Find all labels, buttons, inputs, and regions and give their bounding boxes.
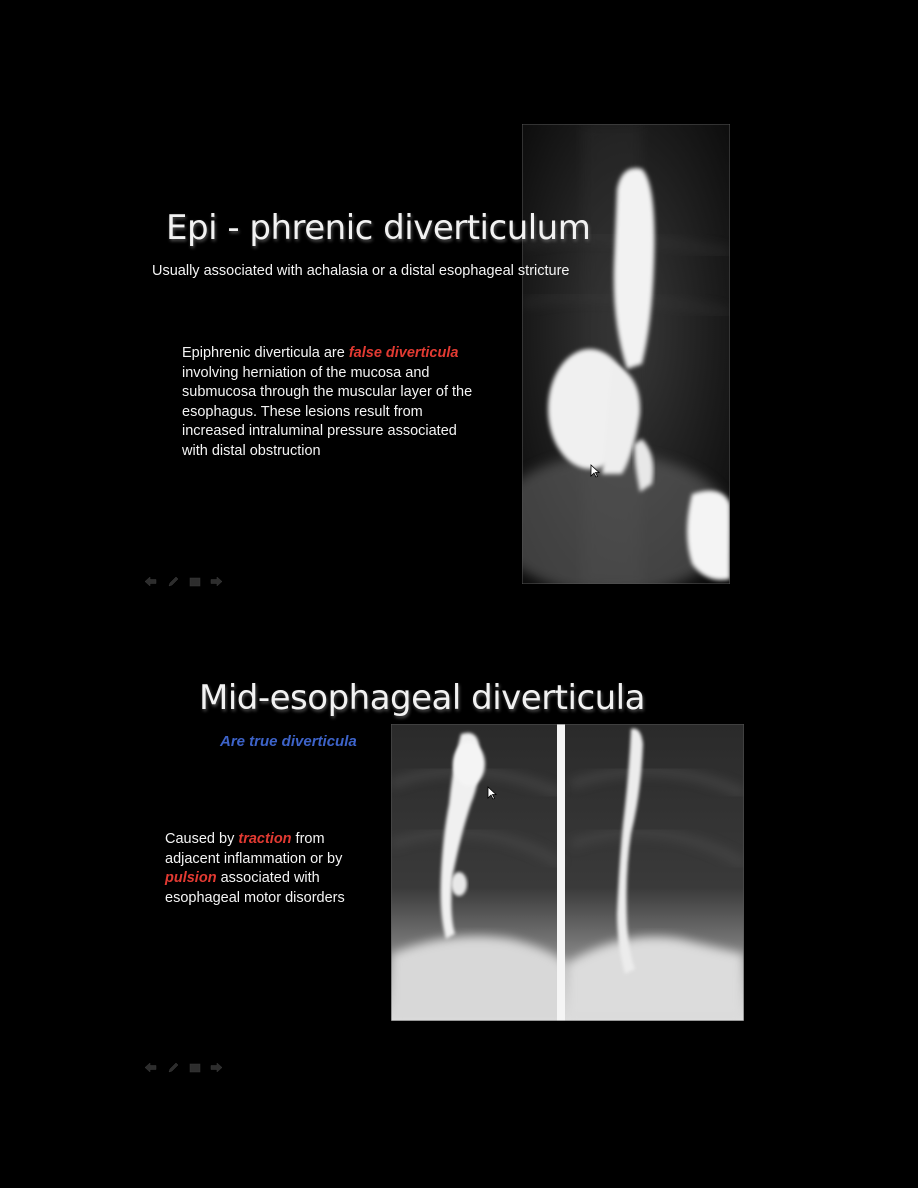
slide2-subtitle: Are true diverticula bbox=[220, 733, 357, 750]
pen-icon[interactable] bbox=[165, 1060, 180, 1075]
esophagram-epiphrenic-image bbox=[522, 124, 730, 584]
slide1-subtitle: Usually associated with achalasia or a distal esophageal stricture bbox=[152, 263, 570, 279]
slide2-body-part2: from adjacent inflammation or by bbox=[165, 831, 343, 867]
slide1-body-text bbox=[182, 344, 482, 461]
slide2-body-part1: Caused by bbox=[165, 831, 239, 847]
mouse-cursor-icon-2 bbox=[487, 786, 497, 800]
next-arrow-icon[interactable] bbox=[209, 574, 224, 589]
slide1-body-highlight: false diverticula bbox=[348, 345, 459, 361]
slide2-body-part3: associated with esophageal motor disorders bbox=[165, 870, 345, 906]
slide-mid-esophageal-diverticula bbox=[0, 600, 918, 1188]
slide2-body-text bbox=[165, 830, 370, 908]
slide1-body-before: Epiphrenic diverticula are bbox=[182, 345, 349, 361]
xray-mid-esophageal-svg bbox=[391, 724, 744, 1021]
mouse-cursor-icon bbox=[590, 464, 600, 478]
xray-epiphrenic-svg bbox=[522, 124, 730, 584]
slide1-nav-controls bbox=[143, 574, 224, 589]
slide-menu-icon[interactable] bbox=[187, 574, 202, 589]
slide1-body-after: involving herniation of the mucosa and submucosa through the muscular layer of the esophagus. These lesions result from increased intraluminal pressure associated with distal obstruction bbox=[182, 364, 473, 459]
slide2-title: Mid-esophageal diverticula bbox=[199, 678, 645, 718]
esophagram-mid-esophageal-image bbox=[391, 724, 744, 1021]
previous-arrow-icon[interactable] bbox=[143, 574, 158, 589]
previous-arrow-icon[interactable] bbox=[143, 1060, 158, 1075]
slide1-title: Epi - phrenic diverticulum bbox=[166, 208, 591, 248]
slide-menu-icon[interactable] bbox=[187, 1060, 202, 1075]
slide2-body-highlight-pulsion: pulsion bbox=[165, 870, 217, 886]
slide2-body-highlight-traction: traction bbox=[238, 831, 292, 847]
next-arrow-icon[interactable] bbox=[209, 1060, 224, 1075]
slide2-nav-controls bbox=[143, 1060, 224, 1075]
pen-icon[interactable] bbox=[165, 574, 180, 589]
